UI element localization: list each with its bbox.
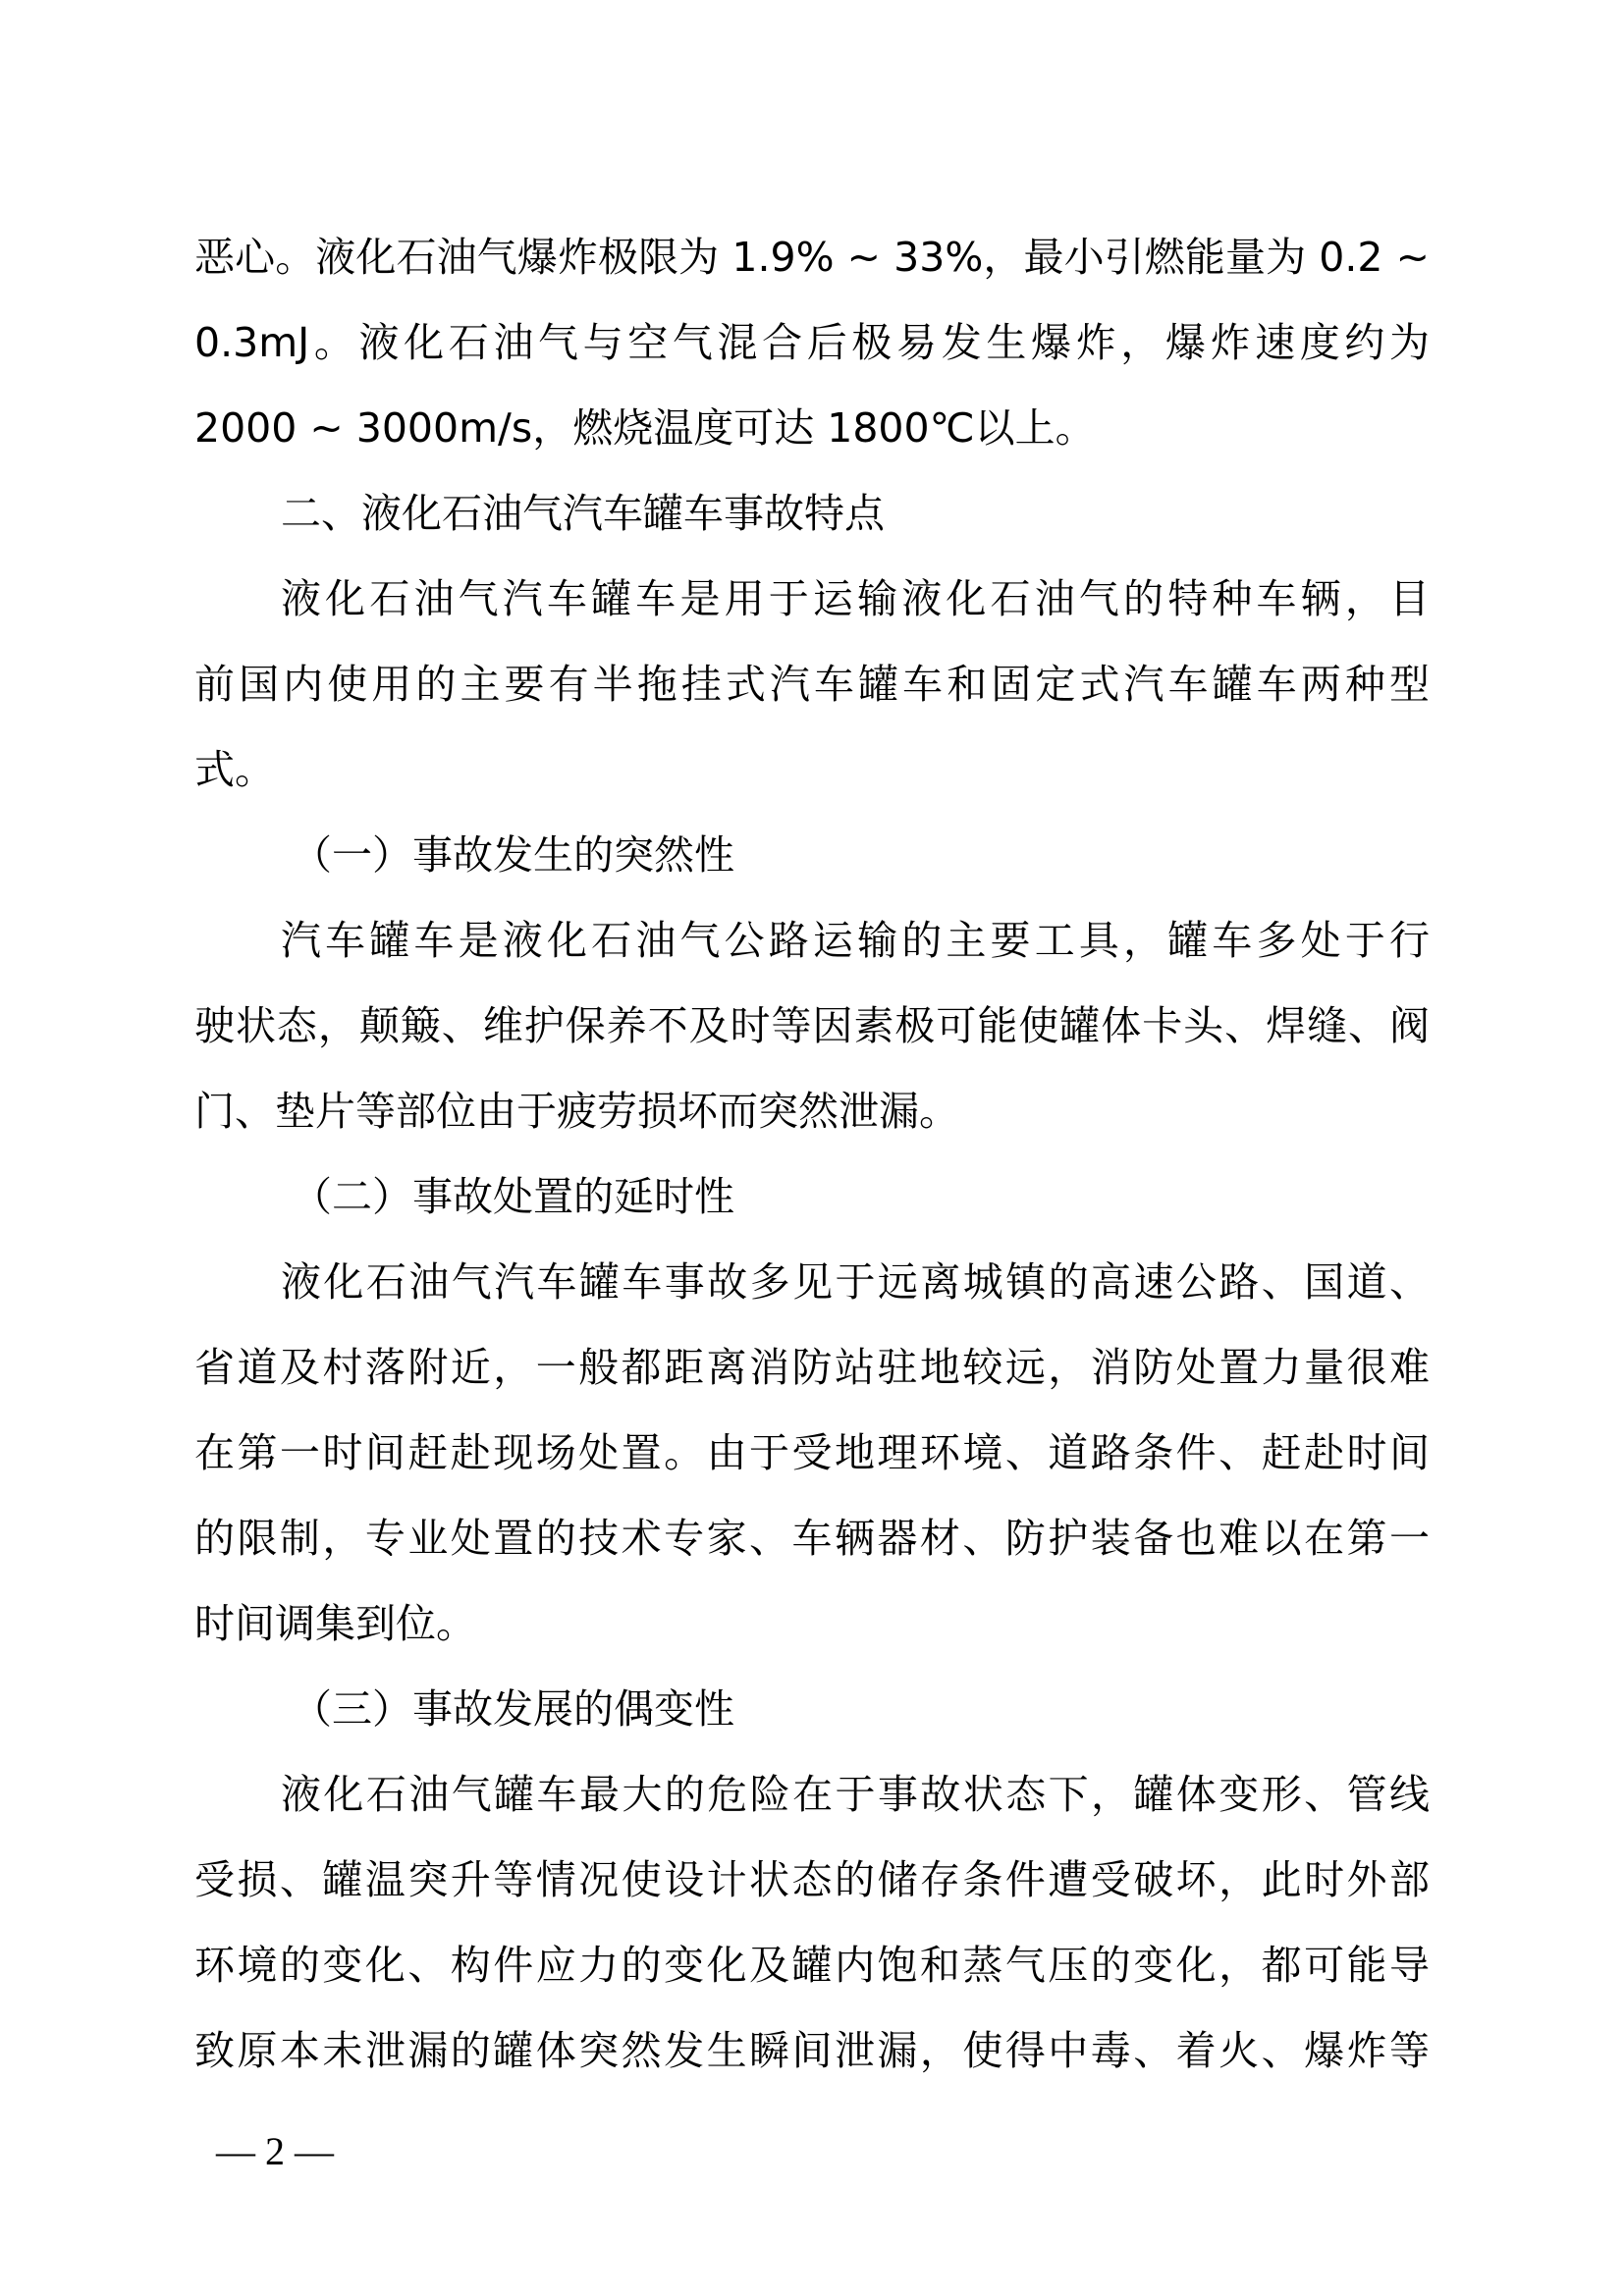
paragraph-line: 前国内使用的主要有半拖挂式汽车罐车和固定式汽车罐车两种型 (194, 661, 1430, 708)
paragraph-line: 2000 ~ 3000m/s，燃烧温度可达 1800℃以上。 (194, 404, 1096, 452)
paragraph-line: 式。 (194, 746, 275, 793)
subsection-heading: （二）事故处置的延时性 (292, 1173, 734, 1220)
section-heading: 二、液化石油气汽车罐车事故特点 (281, 490, 885, 537)
paragraph-line: 门、垫片等部位由于疲劳损坏而突然泄漏。 (194, 1088, 959, 1135)
paragraph-line: 省道及村落附近，一般都距离消防站驻地较远，消防处置力量很难 (194, 1344, 1430, 1391)
paragraph-line: 致原本未泄漏的罐体突然发生瞬间泄漏，使得中毒、着火、爆炸等 (194, 2027, 1430, 2074)
paragraph-line: 恶心。液化石油气爆炸极限为 1.9% ~ 33%，最小引燃能量为 0.2 ~ (194, 234, 1430, 281)
paragraph-line: 环境的变化、构件应力的变化及罐内饱和蒸气压的变化，都可能导 (194, 1942, 1430, 1989)
paragraph-line: 0.3mJ。液化石油气与空气混合后极易发生爆炸，爆炸速度约为 (194, 319, 1430, 366)
paragraph-line: 受损、罐温突升等情况使设计状态的储存条件遭受破坏，此时外部 (194, 1856, 1430, 1903)
paragraph-line: 液化石油气罐车最大的危险在于事故状态下，罐体变形、管线 (281, 1771, 1430, 1818)
paragraph-line: 在第一时间赶赴现场处置。由于受地理环境、道路条件、赶赴时间 (194, 1429, 1430, 1476)
paragraph-line: 时间调集到位。 (194, 1600, 476, 1647)
paragraph-line: 液化石油气汽车罐车事故多见于远离城镇的高速公路、国道、 (281, 1258, 1430, 1306)
page-number: — 2 — (216, 2129, 334, 2173)
paragraph-line: 的限制，专业处置的技术专家、车辆器材、防护装备也难以在第一 (194, 1515, 1430, 1562)
document-page (194, 222, 1430, 2101)
paragraph-line: 液化石油气汽车罐车是用于运输液化石油气的特种车辆，目 (281, 575, 1430, 622)
subsection-heading: （三）事故发展的偶变性 (292, 1685, 734, 1733)
paragraph-line: 汽车罐车是液化石油气公路运输的主要工具，罐车多处于行 (281, 917, 1430, 964)
paragraph-line: 驶状态，颠簸、维护保养不及时等因素极可能使罐体卡头、焊缝、阀 (194, 1002, 1430, 1049)
subsection-heading: （一）事故发生的突然性 (292, 831, 734, 879)
